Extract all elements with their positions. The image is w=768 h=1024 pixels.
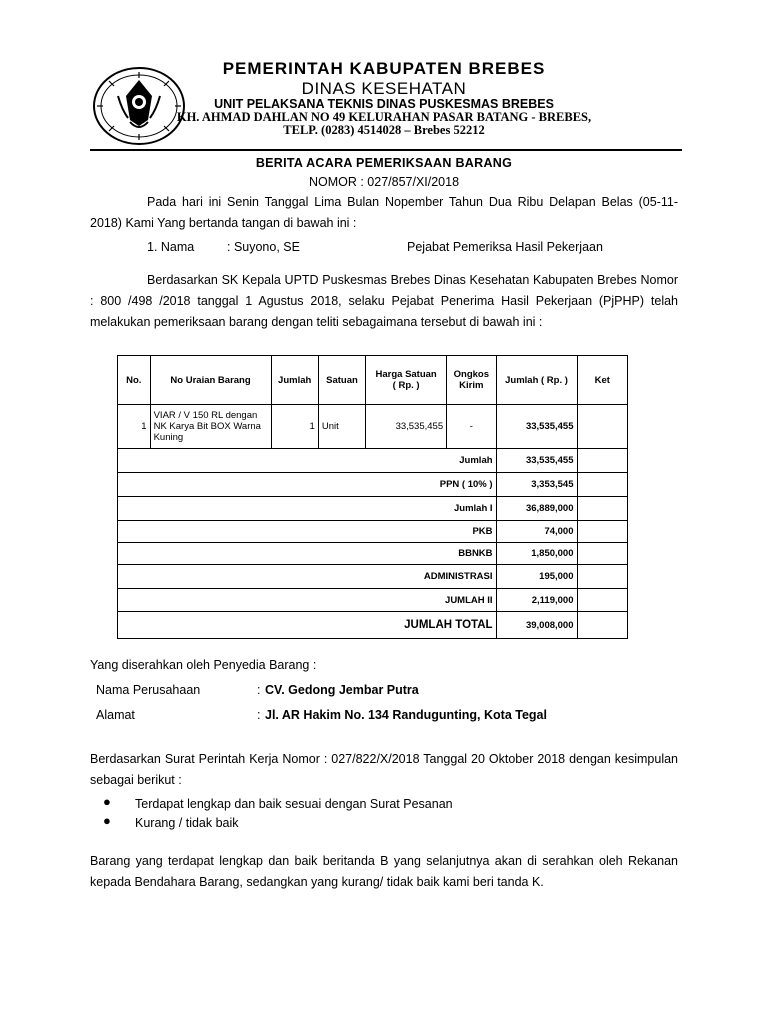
address-value: Jl. AR Hakim No. 134 Randugunting, Kota Tegal	[265, 708, 547, 722]
bullet-icon: ●	[103, 794, 111, 809]
summary-value: 195,000	[496, 565, 577, 589]
summary-row-jumlah-total	[118, 612, 628, 639]
summary-value: 1,850,000	[496, 543, 577, 565]
header-phone: TELP. (0283) 4514028 – Brebes 52212	[283, 123, 485, 137]
summary-ket	[577, 497, 628, 521]
col-header-jumlah: Jumlah	[271, 356, 318, 405]
row-harga: 33,535,455	[366, 405, 447, 449]
summary-value: 3,353,545	[496, 473, 577, 497]
row-ket	[577, 405, 628, 449]
summary-ket	[577, 521, 628, 543]
row-jumlah: 1	[271, 405, 318, 449]
summary-row-jumlah-i	[118, 497, 628, 521]
document-number: NOMOR : 027/857/XI/2018	[308, 175, 460, 189]
harga-line1: Harga Satuan	[375, 369, 437, 380]
summary-label: BBNKB	[118, 543, 497, 565]
col-header-harga	[366, 356, 447, 405]
summary-ket	[577, 589, 628, 612]
row-ongkos: -	[447, 405, 496, 449]
summary-label: JUMLAH TOTAL	[118, 612, 497, 639]
col-header-ongkos	[447, 356, 496, 405]
header-address: KH. AHMAD DAHLAN NO 49 KELURAHAN PASAR BATANG - BREBES,	[176, 110, 592, 124]
company-name-colon: :	[257, 683, 261, 697]
col-header-ket: Ket	[577, 356, 628, 405]
summary-ket	[577, 565, 628, 589]
ongkos-line1: Ongkos	[453, 369, 489, 380]
summary-row-bbnkb	[118, 543, 628, 565]
row-jumlah-rp: 33,535,455	[496, 405, 577, 449]
summary-ket	[577, 543, 628, 565]
company-name-value: CV. Gedong Jembar Putra	[265, 683, 419, 697]
summary-row-jumlah-ii	[118, 589, 628, 612]
summary-value: 33,535,455	[496, 449, 577, 473]
summary-label: Jumlah I	[118, 497, 497, 521]
examiner-position: Pejabat Pemeriksa Hasil Pekerjaan	[407, 240, 603, 254]
examiner-name-label: 1. Nama	[147, 240, 195, 254]
conclusion-item-bad: Kurang / tidak baik	[135, 816, 239, 830]
col-header-jumlah-rp: Jumlah ( Rp. )	[496, 356, 577, 405]
summary-label: JUMLAH II	[118, 589, 497, 612]
summary-label: PPN ( 10% )	[118, 473, 497, 497]
summary-row-ppn	[118, 473, 628, 497]
header-government: PEMERINTAH KABUPATEN BREBES	[222, 59, 546, 78]
opening-paragraph: Pada hari ini Senin Tanggal Lima Bulan Nopember Tahun Dua Ribu Delapan Belas (05-11-2018) Kami Yang bertanda tangan di bawah ini :	[90, 195, 678, 230]
table-header-row	[118, 356, 628, 405]
col-header-uraian: No Uraian Barang	[150, 356, 271, 405]
summary-value: 39,008,000	[496, 612, 577, 639]
summary-label: PKB	[118, 521, 497, 543]
summary-ket	[577, 449, 628, 473]
summary-row-pkb	[118, 521, 628, 543]
header-divider	[90, 149, 682, 151]
row-satuan: Unit	[318, 405, 365, 449]
bullet-icon: ●	[103, 813, 111, 828]
examiner-name-value: : Suyono, SE	[227, 240, 300, 254]
harga-line2: ( Rp. )	[392, 380, 420, 391]
company-name-label: Nama Perusahaan	[96, 683, 201, 697]
row-no: 1	[118, 405, 151, 449]
col-header-satuan: Satuan	[318, 356, 365, 405]
summary-label: Jumlah	[118, 449, 497, 473]
decree-paragraph: Berdasarkan SK Kepala UPTD Puskesmas Brebes Dinas Kesehatan Kabupaten Brebes Nomor : 800 /498 /2018 tanggal 1 Agustus 2018, selaku Pejabat Penerima Hasil Pekerjaan (PjPHP) telah melakukan pemeriksaan barang dengan teliti sebagaimana tersebut di bawah ini :	[90, 273, 678, 329]
summary-value: 74,000	[496, 521, 577, 543]
summary-ket	[577, 473, 628, 497]
ongkos-line2: Kirim	[459, 380, 484, 391]
header-unit: UNIT PELAKSANA TEKNIS DINAS PUSKESMAS BREBES	[214, 97, 554, 111]
table-row	[118, 405, 628, 449]
supplier-intro: Yang diserahkan oleh Penyedia Barang :	[90, 658, 317, 672]
summary-row-jumlah	[118, 449, 628, 473]
summary-value: 36,889,000	[496, 497, 577, 521]
header-agency: DINAS KESEHATAN	[301, 79, 467, 98]
summary-ket	[577, 612, 628, 639]
summary-row-administrasi	[118, 565, 628, 589]
conclusion-item-good: Terdapat lengkap dan baik sesuai dengan Surat Pesanan	[135, 797, 453, 811]
items-table	[117, 355, 628, 639]
row-uraian: VIAR / V 150 RL dengan NK Karya Bit BOX Warna Kuning	[150, 405, 271, 449]
closing-paragraph: Barang yang terdapat lengkap dan baik beritanda B yang selanjutnya akan di serahkan oleh Rekanan kepada Bendahara Barang, sedangkan yang kurang/ tidak baik kami beri tanda K.	[90, 854, 678, 889]
document-title: BERITA ACARA PEMERIKSAAN BARANG	[255, 156, 513, 170]
summary-label: ADMINISTRASI	[118, 565, 497, 589]
conclusion-paragraph: Berdasarkan Surat Perintah Kerja Nomor : 027/822/X/2018 Tanggal 20 Oktober 2018 dengan kesimpulan sebagai berikut :	[90, 752, 678, 787]
address-colon: :	[257, 708, 261, 722]
col-header-no: No.	[118, 356, 151, 405]
summary-value: 2,119,000	[496, 589, 577, 612]
address-label: Alamat	[96, 708, 135, 722]
